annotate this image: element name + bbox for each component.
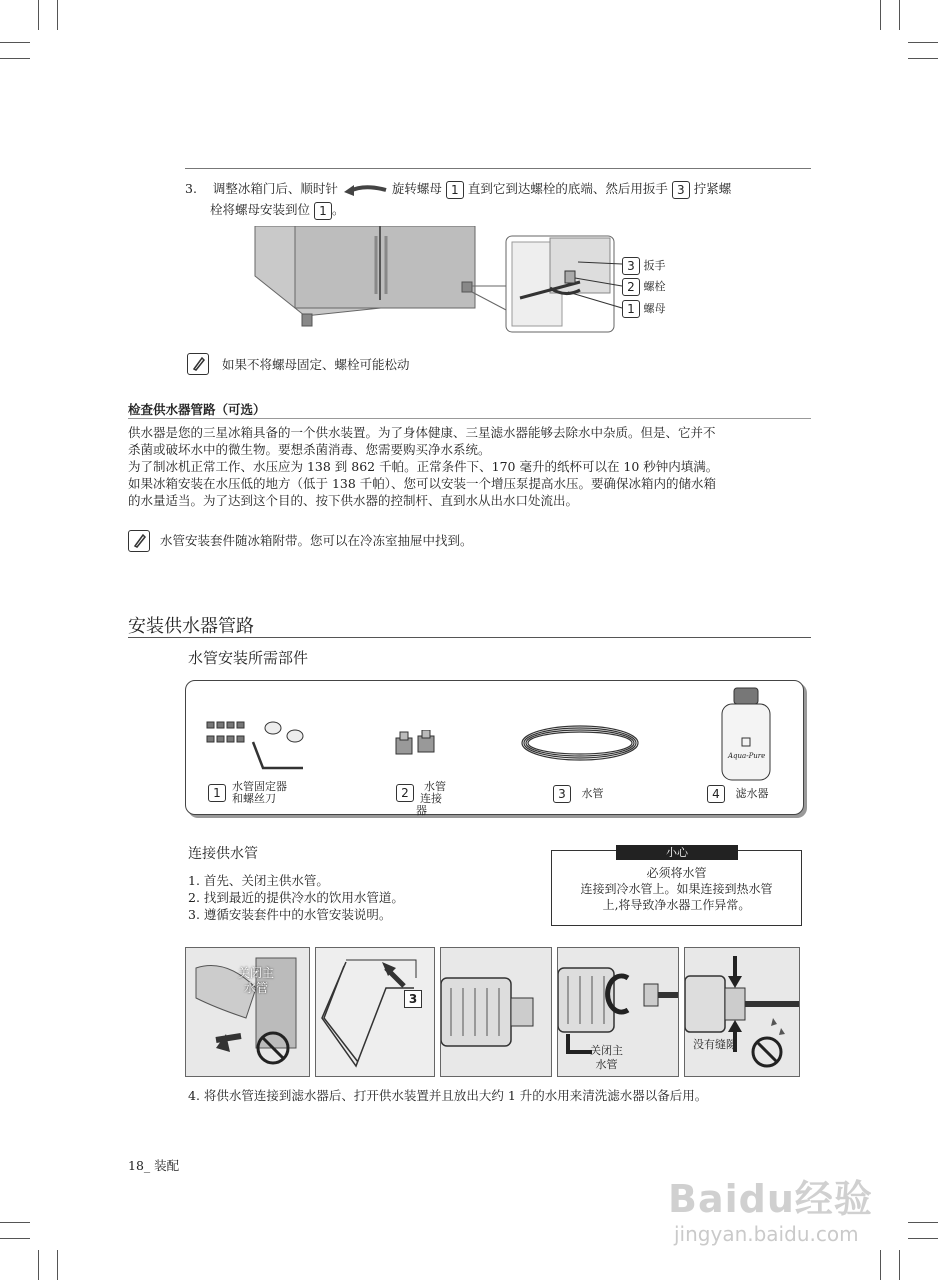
num-badge: 1 — [622, 300, 640, 318]
caution-line: 连接到冷水管上。如果连接到热水管 — [580, 882, 773, 896]
baidu-watermark-url: jingyan.baidu.com — [674, 1222, 859, 1246]
water-filter-icon — [718, 686, 774, 782]
note-2: 水管安装套件随冰箱附带。您可以在冷冻室抽屉中找到。 — [160, 533, 473, 548]
num-badge: 1 — [314, 202, 332, 220]
step-panel-connector — [440, 947, 552, 1077]
filter-brand-label: Aqua-Pure — [728, 752, 766, 760]
panel-1-label: 关闭主 水管 — [238, 966, 275, 995]
connect-step: 2. 找到最近的提供冷水的饮用水管道。 — [188, 890, 404, 905]
fridge-illustration — [250, 226, 670, 338]
check-paragraph: 杀菌或破坏水中的微生物。要想杀菌消毒、您需要购买净水系统。 — [128, 442, 491, 457]
install-title: 安装供水器管路 — [128, 616, 254, 637]
num-badge: 3 — [672, 181, 690, 199]
part-3: 3 水管 — [553, 785, 604, 803]
part-1: 1 水管固定器 和螺丝刀 — [208, 781, 287, 805]
clockwise-arrow-icon — [342, 183, 388, 197]
step-3-line-1: 3. 调整冰箱门后、顺时针 旋转螺母 1 直到它到达螺栓的底端、然后用扳手 3 拧紧螺 — [185, 181, 732, 197]
step-panel-tube — [315, 947, 435, 1077]
panel-2-tag: 3 — [404, 990, 422, 1008]
connect-step: 1. 首先、关闭主供水管。 — [188, 873, 329, 888]
step-4: 4. 将供水管连接到滤水器后、打开供水装置并且放出大约 1 升的水用来清洗滤水器以备后用。 — [188, 1088, 708, 1103]
panel-4-label: 关闭主 水管 — [590, 1044, 623, 1071]
check-section-heading: 检查供水器管路（可选） — [128, 402, 266, 417]
panel-5-label: 没有缝隙 — [693, 1038, 737, 1051]
num-badge: 3 — [622, 257, 640, 275]
check-paragraph: 供水器是您的三星冰箱具备的一个供水装置。为了身体健康、三星滤水器能够去除水中杂质。但是、它并不 — [128, 425, 716, 440]
caution-line: 必须将水管 — [646, 866, 707, 880]
connect-heading: 连接供水管 — [188, 846, 258, 862]
part-2: 2 水管 连接器 — [396, 781, 449, 817]
install-subtitle: 水管安装所需部件 — [188, 649, 309, 667]
water-tube-coil-icon — [518, 718, 642, 768]
num-badge: 2 — [622, 278, 640, 296]
step-panel-no-gap — [684, 947, 800, 1077]
note-1: 如果不将螺母固定、螺栓可能松动 — [222, 357, 410, 372]
caution-line: 上,将导致净水器工作异常。 — [602, 898, 751, 912]
connect-step: 3. 遵循安装套件中的水管安装说明。 — [188, 907, 392, 922]
check-paragraph: 如果冰箱安装在水压低的地方（低于 138 千帕）、您可以安装一个增压泵提高水压。要确保冰箱内的储水箱 — [128, 476, 717, 491]
page-footer: 18_ 装配 — [128, 1158, 180, 1173]
connectors-icon — [392, 730, 442, 760]
check-paragraph: 的水量适当。为了达到这个目的、按下供水器的控制杆、直到水从出水口处流出。 — [128, 493, 579, 508]
check-paragraph: 为了制冰机正常工作、水压应为 138 到 862 千帕。正常条件下、170 毫升的纸杯可以在 10 秒钟内填满。 — [128, 459, 719, 474]
caution-title: 小心 — [616, 845, 738, 860]
screws-and-clamps-icon — [205, 718, 310, 776]
note-icon — [187, 353, 209, 375]
part-4: 4 滤水器 — [707, 785, 769, 803]
num-badge: 1 — [446, 181, 464, 199]
note-icon — [128, 530, 150, 552]
baidu-watermark-logo: Baidu经验 — [668, 1177, 873, 1221]
step-3-line-2: 栓将螺母安装到位 1 。 — [210, 202, 345, 218]
